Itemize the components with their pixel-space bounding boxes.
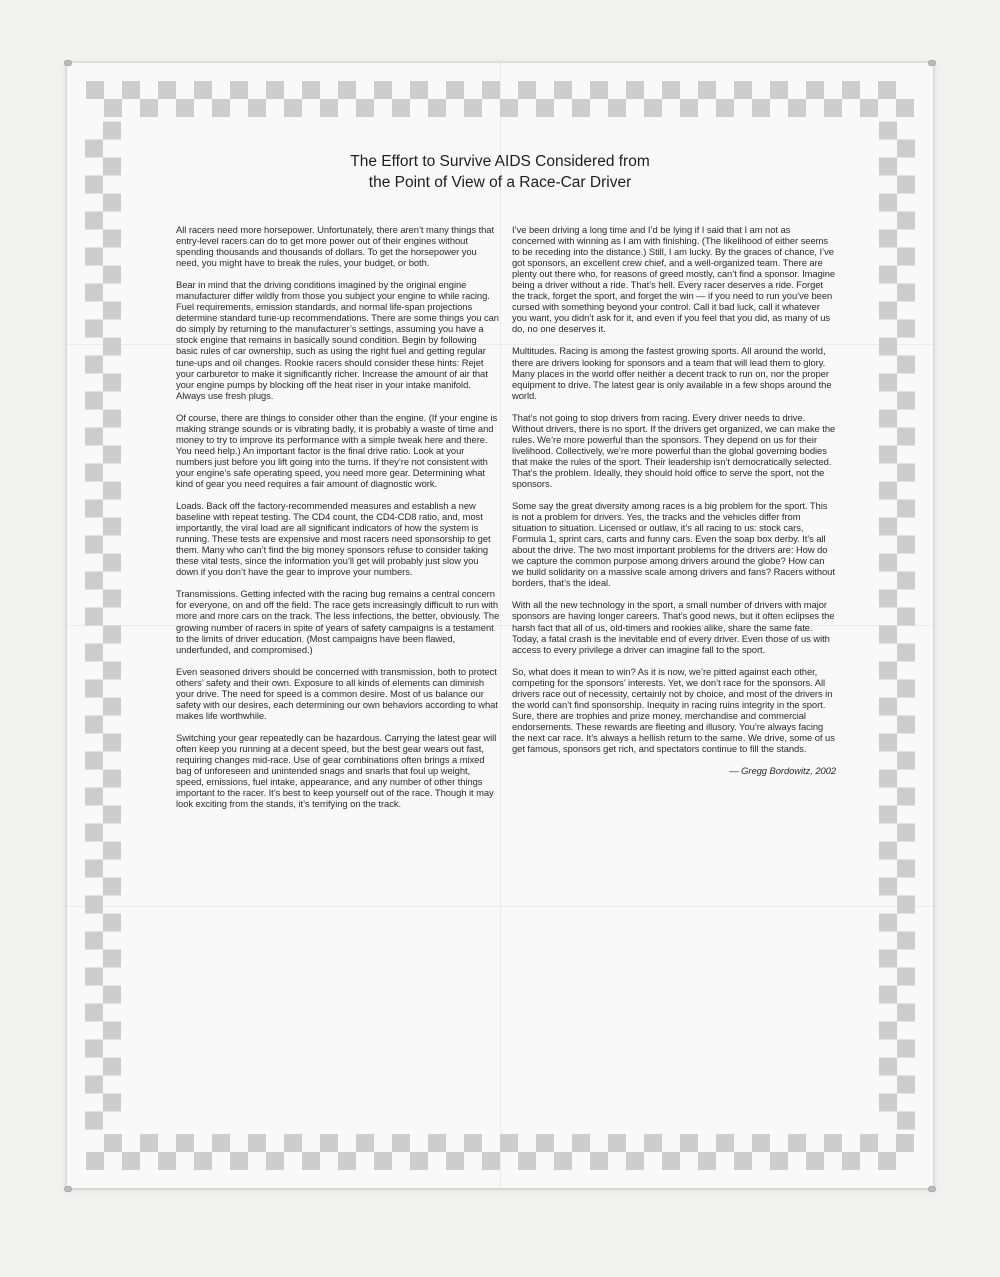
document-title [67,151,933,193]
paragraph: Bear in mind that the driving conditions imagined by the original engine manufacturer differ wildly from those you subject your engine to while racing. Fuel requirements, emission standards, and normal life-span projections determine standard tune-up recommendations. There are some things you can do simply by returning to the manufacturer’s settings, assuming you have a stock engine that remains in basically sound condition. Begin by following basic rules of car ownership, such as using the right fuel and getting regular tune-ups and oil changes. Rookie racers should consider these hints: Rejet your carburetor to make it significantly richer. Increase the amount of air that your engine pumps by blocking off the heat riser in your intake manifold. Always use fresh plugs. [176,279,499,401]
title-line: The Effort to Survive AIDS Considered from [350,153,650,170]
signature: — Gregg Bordowitz, 2002 [729,765,836,777]
paragraph: Some say the great diversity among races is a big problem for the sport. This is not a problem for drivers. Yes, the tracks and the vehicles differ from situation to situation. Licensed or outlaw, it’s all racing to us: stock cars, Formula 1, sprint cars, carts and funny cars. Even the soap box derby. It’s all about the drive. The two most important problems for the drivers are: How do we capture the common purpose among drivers around the globe? How can we build solidarity on a massive scale among drivers and fans? Racers without borders, that’s the ideal. [512,500,835,589]
paragraph: I’ve been driving a long time and I’d be lying if I said that I am not as concerned with winning as I am with finishing. (The likelihood of either seems to be receding into the distance.) Still, I am lucky. By the graces of chance, I’ve got sponsors, an excellent crew chief, and a well-organized team. There are plenty out there who, for reasons of greed mostly, can’t find a sponsor. Imagine being a driver without a ride. That’s hell. Every racer deserves a ride. Forget the track, forget the sport, and forget the win — if you need to run you’ve been cursed with something beyond your control. Call it bad luck, call it whatever you want, you didn’t ask for it, and even if you feel that you did, as many of us do, no one deserves it. [512,224,836,335]
paragraph: Of course, there are things to consider other than the engine. (If your engine is making strange sounds or is vibrating badly, it is probably a waste of time and money to try to improve its performance with a simple tweak here and there. You need help.) An important factor is the final drive ratio. Look at your numbers just before you lift going into the turns. If they’re not consistent with your engine’s safe operating speed, you need more gear. Determining what kind of gear you need requires a fair amount of diagnostic work. [176,411,498,489]
paragraph: Even seasoned drivers should be concerned with transmission, both to protect others’ safety and their own. Exposure to all kinds of elements can diminish your drive. The need for speed is a common desire. Most of us balance our safety with our desires, each determining our own behaviors according to what makes life worthwhile. [176,665,498,721]
left-column [176,224,500,820]
poster-sheet [67,63,933,1188]
paragraph: All racers need more horsepower. Unfortunately, there aren’t many things that entry-level racers can do to get more power out of their engines without spending thousands and thousands of dollars. To get the horsepower you need, you might have to break the rules, your budget, or both. [176,224,495,269]
paragraph: Transmissions. Getting infected with the racing bug remains a central concern for everyone, on and off the field. The race gets increasingly difficult to run with more and more cars on the track. The less infections, the better, obviously. The growing number of racers in spite of years of safety campaigns is a testament to the limits of driver education. (Most campaigns have been flawed, underfunded, and compromised.) [176,588,500,655]
paragraph: That’s not going to stop drivers from racing. Every driver needs to drive. Without drivers, there is no sport. If the drivers get organized, we can make the rules. We’re more powerful than the sponsors. They depend on us for their livelihood. Collectively, we’re more powerful than the global governing bodies that make the rules of the sport. Their leadership isn’t democratically selected. That’s the problem. Ideally, they should hold office to serve the sport, not the sponsors. [512,411,836,489]
paragraph: Multitudes. Racing is among the fastest growing sports. All around the world, there are drivers looking for sponsors and a team that will lead them to glory. Many places in the world offer neither a decent track to run on, nor the proper equipment to drive. The latest gear is only available in a few shops around the world. [512,345,832,401]
mounting-pin [928,1186,936,1192]
paragraph: Switching your gear repeatedly can be hazardous. Carrying the latest gear will often keep you running at a decent speed, but the best gear wears out fast, requiring changes mid-race. Use of gear combinations often brings a mixed bag of unforeseen and unintended snags and snarls that foul up weight, speed, emissions, fuel intake, appearance, and any number of other things important to the racer. It’s best to keep yourself out of the race. Though it may look exciting from the stands, it’s terrifying on the track. [176,731,497,810]
mounting-pin [64,60,72,66]
mounting-pin [64,1186,72,1192]
paragraph: Loads. Back off the factory-recommended measures and establish a new baseline with repeat testing. The CD4 count, the CD4-CD8 ratio, and, most importantly, the viral load are all significant indicators of how the system is running. These tests are expensive and most racers need sponsorship to get them. Many who can’t find the big money sponsors refuse to consider taking these vital tests, since the information you’ll get will probably just slow you down if you don’t have the gear to improve your numbers. [176,500,491,578]
paragraph: With all the new technology in the sport, a small number of drivers with major sponsors are having longer careers. That’s good news, but it often eclipses the harsh fact that all of us, old-timers and rookies alike, share the same fate. Today, a fatal crash is the inevitable end of every driver. Even those of us with access to every privilege a driver can imagine fall to the sport. [512,599,835,655]
paragraph: So, what does it mean to win? As it is now, we’re pitted against each other, competing for the sponsors’ interests. Yet, we don’t race for the sponsors. All drivers race out of necessity, certainly not by choice, and most of the drivers in the world can’t find sponsorship. Inequity in racing ruins integrity in the sport. Sure, there are trophies and prize money, merchandise and commercial endorsements. These rewards are fleeting and illusory. You’re always facing the next car race. It’s always a hellish return to the same. We drive, some of us get famous, sponsors get rich, and spectators continue to fill the stands. [512,665,835,754]
right-column [512,224,836,776]
title-line: the Point of View of a Race-Car Driver [368,174,632,191]
mounting-pin [928,60,936,66]
